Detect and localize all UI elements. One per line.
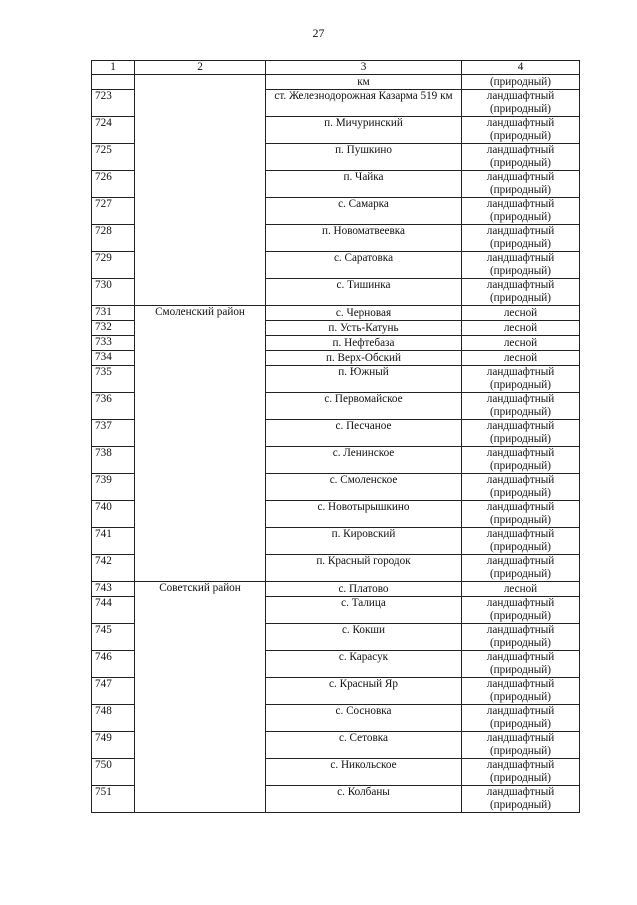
type-cell: ландшафтный (природный) bbox=[462, 501, 580, 528]
row-number: 724 bbox=[92, 117, 135, 144]
row-number: 750 bbox=[92, 759, 135, 786]
row-number: 742 bbox=[92, 555, 135, 582]
type-cell: ландшафтный (природный) bbox=[462, 528, 580, 555]
row-number: 745 bbox=[92, 624, 135, 651]
location-cell: с. Платово bbox=[266, 582, 462, 597]
row-number: 728 bbox=[92, 225, 135, 252]
row-number: 748 bbox=[92, 705, 135, 732]
type-cell: ландшафтный (природный) bbox=[462, 651, 580, 678]
type-cell: ландшафтный (природный) bbox=[462, 678, 580, 705]
type-cell: ландшафтный (природный) bbox=[462, 279, 580, 306]
row-number: 723 bbox=[92, 90, 135, 117]
row-number: 749 bbox=[92, 732, 135, 759]
location-cell: с. Черновая bbox=[266, 306, 462, 321]
location-cell: км bbox=[266, 75, 462, 90]
row-number: 747 bbox=[92, 678, 135, 705]
row-number: 741 bbox=[92, 528, 135, 555]
column-header-1: 1 bbox=[92, 61, 135, 75]
district-cell bbox=[135, 75, 266, 306]
type-cell: ландшафтный (природный) bbox=[462, 171, 580, 198]
row-number: 744 bbox=[92, 597, 135, 624]
type-cell: ландшафтный (природный) bbox=[462, 225, 580, 252]
type-cell: ландшафтный (природный) bbox=[462, 420, 580, 447]
location-cell: с. Смоленское bbox=[266, 474, 462, 501]
row-number: 737 bbox=[92, 420, 135, 447]
location-cell: с. Карасук bbox=[266, 651, 462, 678]
row-number: 732 bbox=[92, 321, 135, 336]
type-cell: ландшафтный (природный) bbox=[462, 786, 580, 813]
type-cell: ландшафтный (природный) bbox=[462, 198, 580, 225]
type-cell: лесной bbox=[462, 582, 580, 597]
location-cell: с. Талица bbox=[266, 597, 462, 624]
table-row bbox=[92, 582, 580, 597]
location-cell: с. Красный Яр bbox=[266, 678, 462, 705]
type-cell: лесной bbox=[462, 306, 580, 321]
type-cell: ландшафтный (природный) bbox=[462, 366, 580, 393]
location-cell: с. Тишинка bbox=[266, 279, 462, 306]
row-number: 734 bbox=[92, 351, 135, 366]
location-cell: п. Усть-Катунь bbox=[266, 321, 462, 336]
row-number bbox=[92, 75, 135, 90]
table-header-row bbox=[92, 61, 580, 75]
location-cell: с. Сетовка bbox=[266, 732, 462, 759]
row-number: 725 bbox=[92, 144, 135, 171]
row-number: 733 bbox=[92, 336, 135, 351]
type-cell: ландшафтный (природный) bbox=[462, 624, 580, 651]
type-cell: ландшафтный (природный) bbox=[462, 759, 580, 786]
location-cell: с. Сосновка bbox=[266, 705, 462, 732]
row-number: 740 bbox=[92, 501, 135, 528]
table-row bbox=[92, 75, 580, 90]
page-number: 27 bbox=[312, 26, 325, 40]
column-header-3: 3 bbox=[266, 61, 462, 75]
location-cell: п. Нефтебаза bbox=[266, 336, 462, 351]
type-cell: ландшафтный (природный) bbox=[462, 252, 580, 279]
row-number: 751 bbox=[92, 786, 135, 813]
table-body bbox=[92, 75, 580, 813]
location-cell: с. Самарка bbox=[266, 198, 462, 225]
location-cell: с. Никольское bbox=[266, 759, 462, 786]
location-cell: с. Колбаны bbox=[266, 786, 462, 813]
type-cell: ландшафтный (природный) bbox=[462, 732, 580, 759]
row-number: 726 bbox=[92, 171, 135, 198]
type-cell: ландшафтный (природный) bbox=[462, 597, 580, 624]
location-cell: с. Новотырышкино bbox=[266, 501, 462, 528]
row-number: 730 bbox=[92, 279, 135, 306]
type-cell: (природный) bbox=[462, 75, 580, 90]
type-cell: ландшафтный (природный) bbox=[462, 555, 580, 582]
location-cell: п. Чайка bbox=[266, 171, 462, 198]
location-cell: п. Кировский bbox=[266, 528, 462, 555]
type-cell: ландшафтный (природный) bbox=[462, 90, 580, 117]
row-number: 738 bbox=[92, 447, 135, 474]
row-number: 736 bbox=[92, 393, 135, 420]
row-number: 729 bbox=[92, 252, 135, 279]
type-cell: ландшафтный (природный) bbox=[462, 144, 580, 171]
column-header-2: 2 bbox=[135, 61, 266, 75]
type-cell: лесной bbox=[462, 321, 580, 336]
row-number: 735 bbox=[92, 366, 135, 393]
location-cell: с. Песчаное bbox=[266, 420, 462, 447]
type-cell: ландшафтный (природный) bbox=[462, 393, 580, 420]
location-cell: с. Саратовка bbox=[266, 252, 462, 279]
district-cell: Советский район bbox=[135, 582, 266, 813]
location-cell: ст. Железнодорожная Казарма 519 км bbox=[266, 90, 462, 117]
type-cell: лесной bbox=[462, 336, 580, 351]
location-cell: п. Верх-Обский bbox=[266, 351, 462, 366]
district-cell: Смоленский район bbox=[135, 306, 266, 582]
row-number: 739 bbox=[92, 474, 135, 501]
row-number: 727 bbox=[92, 198, 135, 225]
row-number: 731 bbox=[92, 306, 135, 321]
location-cell: с. Ленинское bbox=[266, 447, 462, 474]
location-cell: п. Красный городок bbox=[266, 555, 462, 582]
locations-table bbox=[91, 60, 580, 813]
location-cell: п. Южный bbox=[266, 366, 462, 393]
type-cell: лесной bbox=[462, 351, 580, 366]
column-header-4: 4 bbox=[462, 61, 580, 75]
location-cell: п. Мичуринский bbox=[266, 117, 462, 144]
location-cell: с. Первомайское bbox=[266, 393, 462, 420]
row-number: 746 bbox=[92, 651, 135, 678]
location-cell: п. Пушкино bbox=[266, 144, 462, 171]
type-cell: ландшафтный (природный) bbox=[462, 705, 580, 732]
location-cell: с. Кокши bbox=[266, 624, 462, 651]
table-row bbox=[92, 306, 580, 321]
type-cell: ландшафтный (природный) bbox=[462, 474, 580, 501]
type-cell: ландшафтный (природный) bbox=[462, 117, 580, 144]
location-cell: п. Новоматвеевка bbox=[266, 225, 462, 252]
type-cell: ландшафтный (природный) bbox=[462, 447, 580, 474]
row-number: 743 bbox=[92, 582, 135, 597]
